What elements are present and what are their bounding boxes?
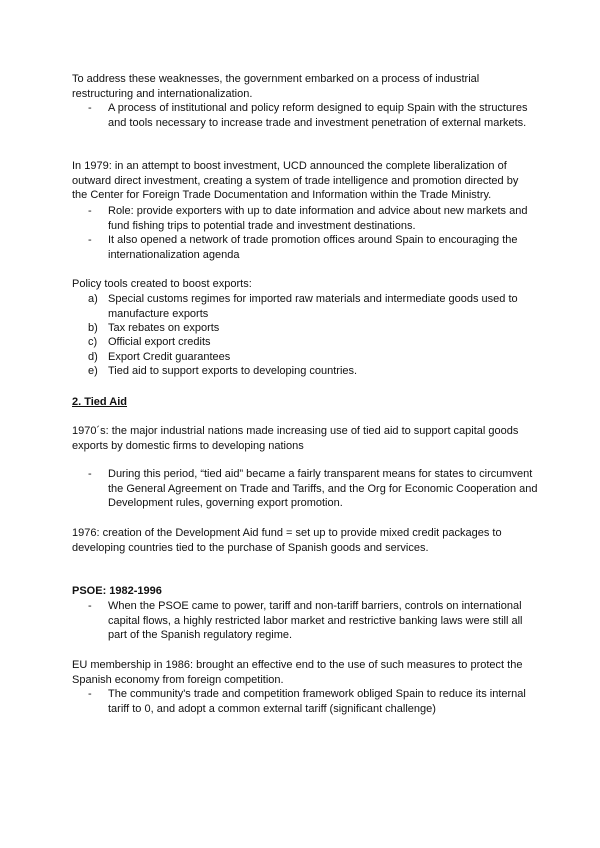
list-marker: a)	[88, 293, 98, 305]
list-item	[72, 350, 542, 365]
list-item-text: A process of institutional and policy reform designed to equip Spain with the structures and tools necessary to increase trade and investment penetration of external markets.	[108, 102, 528, 129]
tied-aid-paragraph: 1970´s: the major industrial nations made increasing use of tied aid to support capital goods exports by domestic firms to developing nations	[72, 425, 519, 452]
list-item-text: Tax rebates on exports	[108, 322, 220, 334]
list-item-text: Role: provide exporters with up to date information and advice about new markets and fund fishing trips to potential trade and investment destinations.	[108, 205, 528, 232]
list-marker: c)	[88, 336, 98, 348]
list-marker: e)	[88, 365, 98, 377]
list-item	[72, 204, 542, 233]
dash-bullet: -	[88, 688, 92, 700]
eu-membership-paragraph: EU membership in 1986: brought an effective end to the use of such measures to protect the Spanish economy from foreign competition.	[72, 659, 523, 686]
list-marker: b)	[88, 322, 98, 334]
list-item	[72, 321, 542, 336]
list-item-text: Official export credits	[108, 336, 211, 348]
list-item	[72, 292, 542, 321]
list-item-text: During this period, “tied aid” became a fairly transparent means for states to circumvent the General Agreement on Trade and Tariffs, and the Org for Economic Cooperation and Development rules, governing export promotion.	[108, 468, 538, 509]
policy-tools-intro: Policy tools created to boost exports:	[72, 278, 252, 290]
list-item	[72, 364, 542, 379]
dash-bullet: -	[88, 205, 92, 217]
dash-bullet: -	[88, 468, 92, 480]
list-item-text: Export Credit guarantees	[108, 351, 231, 363]
dash-bullet: -	[88, 600, 92, 612]
list-item-text: When the PSOE came to power, tariff and non-tariff barriers, controls on international capital flows, a highly restricted labor market and restrictive banking laws were still all part of the Spanish regulatory regime.	[108, 600, 523, 641]
ucd-1979-paragraph: In 1979: in an attempt to boost investment, UCD announced the complete liberalization of outward direct investment, creating a system of trade intelligence and promotion directed by the Center for Foreign Trade Documentation and Information within the Trade Ministry.	[72, 160, 519, 201]
development-aid-fund-paragraph: 1976: creation of the Development Aid fund = set up to provide mixed credit packages to developing countries tied to the purchase of Spanish goods and services.	[72, 527, 502, 554]
intro-paragraph: To address these weaknesses, the government embarked on a process of industrial restructuring and internationalization.	[72, 73, 480, 100]
list-item-text: Special customs regimes for imported raw materials and intermediate goods used to manufacture exports	[108, 293, 518, 320]
list-item	[72, 599, 542, 643]
list-item	[72, 687, 542, 716]
section-heading-psoe: PSOE: 1982-1996	[72, 585, 162, 597]
list-item	[72, 335, 542, 350]
list-marker: d)	[88, 351, 98, 363]
list-item-text: Tied aid to support exports to developing countries.	[108, 365, 358, 377]
dash-bullet: -	[88, 102, 92, 114]
list-item-text: It also opened a network of trade promotion offices around Spain to encouraging the internationalization agenda	[108, 234, 518, 261]
list-item	[72, 233, 542, 262]
list-item	[72, 101, 542, 145]
list-item	[72, 467, 542, 511]
section-heading-tied-aid: 2. Tied Aid	[72, 396, 128, 408]
dash-bullet: -	[88, 234, 92, 246]
list-item-text: The community's trade and competition framework obliged Spain to reduce its internal tariff to 0, and adopt a common external tariff (significant challenge)	[108, 688, 526, 715]
